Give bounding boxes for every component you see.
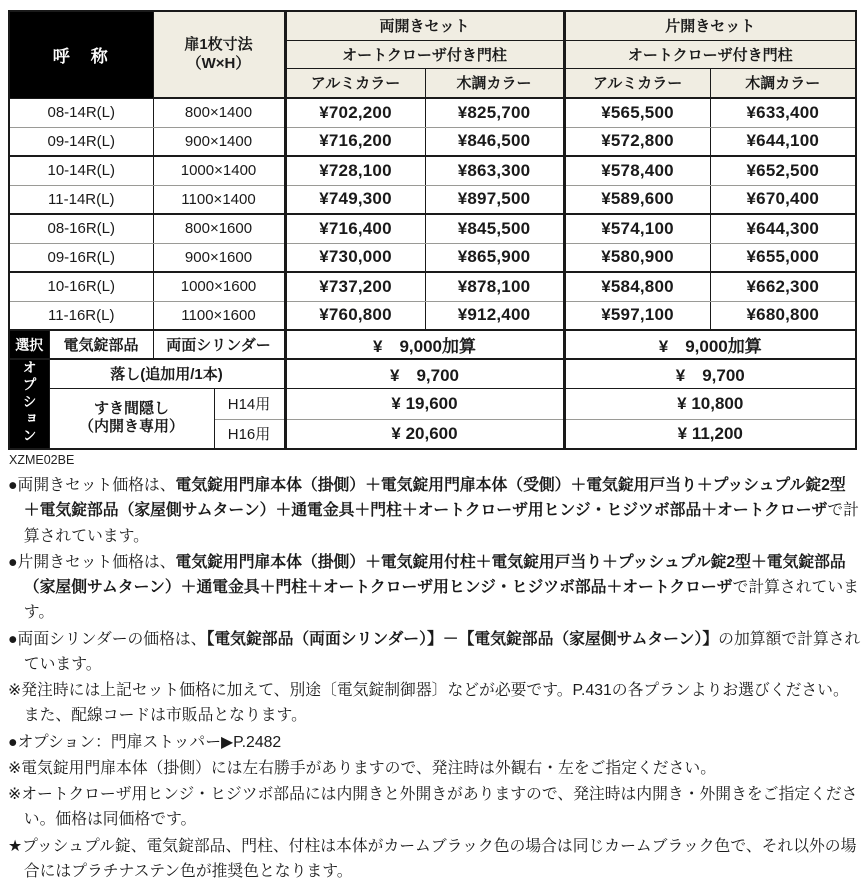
subheader-autocloser-double: オートクローザ付き門柱 (285, 40, 564, 68)
group-header-double-set: 両開きセット (285, 11, 564, 40)
notes-section (8, 473, 861, 884)
note-text-pre: オートクローザ用ヒンジ・ヒジツボ部品には内開きと外開きがありますので、発注時は内開き・外開きをご指定ください。価格は同価格です。 (21, 786, 858, 829)
note-text-pre: 両面シリンダーの価格は、 (17, 630, 207, 648)
note-controller-required (8, 678, 861, 729)
price-cell: ¥655,000 (710, 243, 856, 272)
gap-cover-label-line1: すき間隠し (93, 399, 169, 417)
select-row-label: 選択 (9, 330, 49, 359)
gap-cover-h14-label: H14用 (214, 388, 285, 419)
note-marker: ※ (8, 682, 22, 700)
size-cell: 1000×1400 (153, 156, 285, 185)
select-price-double: ¥ 9,000加算 (285, 330, 564, 359)
note-text-post: で計算されています。 (23, 502, 859, 545)
drop-bolt-price-double: ¥ 9,700 (285, 359, 564, 388)
note-marker: ● (8, 553, 18, 571)
column-header-size (153, 11, 285, 98)
price-cell: ¥589,600 (564, 185, 710, 214)
price-cell: ¥633,400 (710, 98, 856, 127)
price-cell: ¥680,800 (710, 301, 856, 330)
size-cell: 1100×1400 (153, 185, 285, 214)
column-header-wood-single: 木調カラー (710, 68, 856, 98)
size-header-line1: 扉1枚寸法 (184, 35, 253, 53)
price-cell: ¥574,100 (564, 214, 710, 243)
price-cell: ¥662,300 (710, 272, 856, 301)
note-marker: ※ (8, 786, 22, 804)
gap-cover-h16-label: H16用 (214, 419, 285, 449)
column-header-wood-double: 木調カラー (425, 68, 564, 98)
option-group-label-text: オプション (21, 360, 38, 445)
column-header-name: 呼 称 (9, 11, 153, 98)
electric-lock-part-label: 電気錠部品 (49, 330, 153, 359)
price-cell: ¥670,400 (710, 185, 856, 214)
note-text-post: の加算額で計算されています。 (23, 630, 861, 673)
size-cell: 800×1600 (153, 214, 285, 243)
gap-cover-h14-price-single: ¥ 10,800 (564, 388, 856, 419)
price-cell: ¥897,500 (425, 185, 564, 214)
price-cell: ¥737,200 (285, 272, 425, 301)
price-cell: ¥863,300 (425, 156, 564, 185)
model-cell: 11-14R(L) (9, 185, 153, 214)
select-price-single: ¥ 9,000加算 (564, 330, 856, 359)
price-cell: ¥760,800 (285, 301, 425, 330)
price-cell: ¥580,900 (564, 243, 710, 272)
note-marker: ※ (8, 759, 22, 777)
group-header-single-set: 片開きセット (564, 11, 856, 40)
price-cell: ¥644,300 (710, 214, 856, 243)
subheader-autocloser-single: オートクローザ付き門柱 (564, 40, 856, 68)
model-cell: 11-16R(L) (9, 301, 153, 330)
note-text-bold: 電気錠用門扉本体（掛側）＋電気錠用付柱＋電気錠用戸当り＋プッシュプル錠2型＋電気錠部品（家屋側サムターン）＋通電金具＋門柱＋オートクローザ用ヒンジ・ヒジツボ部品＋オートクローザ (23, 553, 846, 597)
price-cell: ¥878,100 (425, 272, 564, 301)
price-cell: ¥749,300 (285, 185, 425, 214)
price-cell: ¥597,100 (564, 301, 710, 330)
gap-cover-h16-price-double: ¥ 20,600 (285, 419, 564, 449)
price-cell: ¥730,000 (285, 243, 425, 272)
price-cell: ¥572,800 (564, 127, 710, 156)
note-text-pre: 片開きセット価格は、 (17, 553, 176, 571)
price-cell: ¥565,500 (564, 98, 710, 127)
note-marker: ● (8, 733, 18, 751)
price-cell: ¥702,200 (285, 98, 425, 127)
note-text-pre: オプション：門扉ストッパー▶P.2482 (17, 733, 282, 751)
note-text-bold: 【電気錠部品（両面シリンダー）】－【電気錠部品（家屋側サムターン）】 (206, 630, 719, 648)
note-marker: ● (8, 630, 18, 648)
product-code: XZME02BE (9, 453, 75, 467)
note-marker: ★ (8, 837, 23, 855)
price-cell: ¥652,500 (710, 156, 856, 185)
size-cell: 1100×1600 (153, 301, 285, 330)
drop-bolt-price-single: ¥ 9,700 (564, 359, 856, 388)
gap-cover-label (49, 388, 214, 449)
price-cell: ¥846,500 (425, 127, 564, 156)
note-recommended-color (8, 834, 861, 884)
price-cell: ¥865,900 (425, 243, 564, 272)
gap-cover-h16-price-single: ¥ 11,200 (564, 419, 856, 449)
price-table (8, 10, 857, 450)
model-cell: 08-14R(L) (9, 98, 153, 127)
size-cell: 900×1400 (153, 127, 285, 156)
note-text-pre: 両開きセット価格は、 (17, 477, 176, 494)
model-cell: 09-16R(L) (9, 243, 153, 272)
note-single-set-calculation (8, 550, 861, 626)
note-text-post: で計算されています。 (23, 579, 859, 622)
note-text-pre: 電気錠用門扉本体（掛側）には左右勝手がありますので、発注時は外観右・左をご指定ください。 (21, 759, 716, 777)
size-cell: 900×1600 (153, 243, 285, 272)
note-option-stopper (8, 730, 861, 755)
note-text-bold: 電気錠用門扉本体（掛側）＋電気錠用門扉本体（受側）＋電気錠用戸当り＋プッシュプル錠2型＋電気錠部品（家屋側サムターン）＋通電金具＋門柱＋オートクローザ用ヒンジ・ヒジツボ部品＋オートクローザ (23, 477, 846, 520)
price-cell: ¥728,100 (285, 156, 425, 185)
price-cell: ¥825,700 (425, 98, 564, 127)
note-double-cylinder-price (8, 627, 861, 678)
model-cell: 09-14R(L) (9, 127, 153, 156)
price-cell: ¥578,400 (564, 156, 710, 185)
drop-bolt-label: 落し(追加用/1本) (49, 359, 285, 388)
note-text-pre: 発注時には上記セット価格に加えて、別途〔電気錠制御器〕などが必要です。P.431の各プランよりお選びください。また、配線コードは市販品となります。 (21, 682, 849, 725)
price-cell: ¥716,400 (285, 214, 425, 243)
column-header-alumi-single: アルミカラー (564, 68, 710, 98)
model-cell: 10-14R(L) (9, 156, 153, 185)
note-inward-outward-opening (8, 782, 861, 833)
price-cell: ¥845,500 (425, 214, 564, 243)
size-cell: 800×1400 (153, 98, 285, 127)
model-cell: 10-16R(L) (9, 272, 153, 301)
size-header-line2: （W×H） (186, 54, 251, 72)
price-cell: ¥716,200 (285, 127, 425, 156)
price-cell: ¥912,400 (425, 301, 564, 330)
column-header-alumi-double: アルミカラー (285, 68, 425, 98)
option-group-label (9, 359, 49, 449)
gap-cover-h14-price-double: ¥ 19,600 (285, 388, 564, 419)
price-cell: ¥584,800 (564, 272, 710, 301)
note-left-right-hand (8, 756, 861, 781)
note-text-pre: プッシュプル錠、電気錠部品、門柱、付柱は本体がカームブラック色の場合は同じカームブラック色で、それ以外の場合にはプラチナステン色が推奨色となります。 (22, 837, 857, 880)
double-cylinder-label: 両面シリンダー (153, 330, 285, 359)
note-double-set-calculation (8, 473, 861, 549)
size-cell: 1000×1600 (153, 272, 285, 301)
gap-cover-label-line2: （内開き専用） (78, 418, 184, 436)
price-cell: ¥644,100 (710, 127, 856, 156)
model-cell: 08-16R(L) (9, 214, 153, 243)
note-marker: ● (8, 477, 18, 494)
